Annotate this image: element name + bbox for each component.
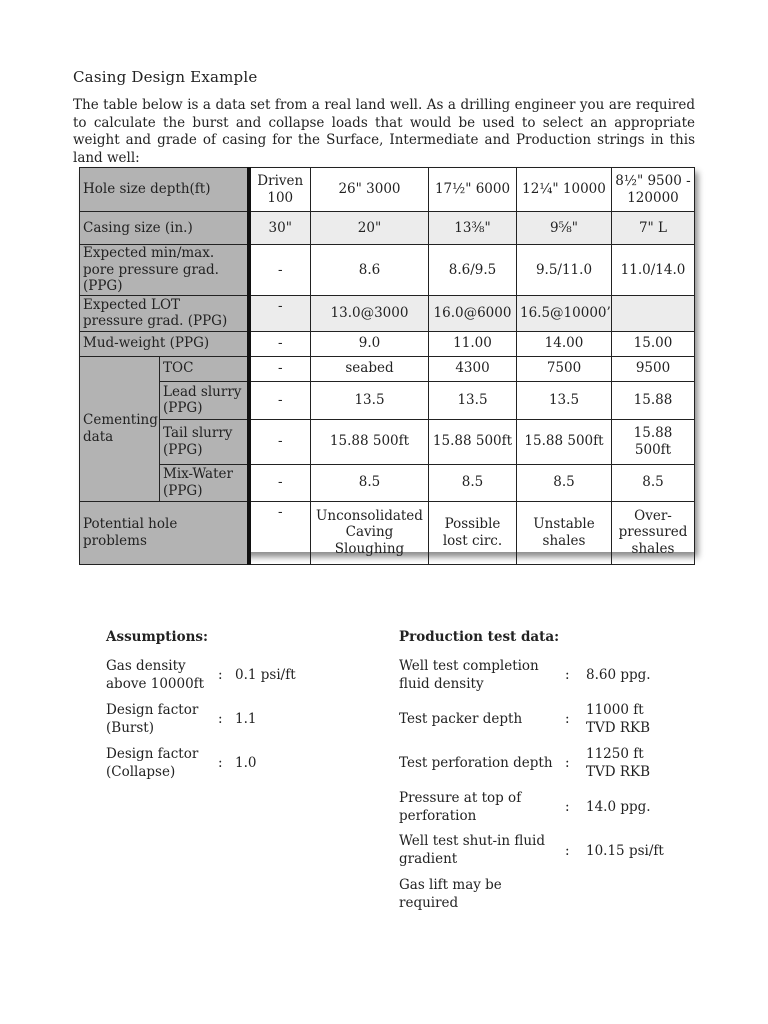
table-cell: 30" <box>249 212 311 245</box>
casing-data-table <box>79 167 694 557</box>
row-label: Mud-weight (PPG) <box>80 331 249 356</box>
table-row <box>80 245 695 296</box>
table-cell: 8.6 <box>311 245 429 296</box>
assumption-label: Gas density above 10000ft <box>106 658 205 692</box>
row-label: Casing size (in.) <box>80 212 249 245</box>
table-cell: 13.5 <box>517 381 612 419</box>
table-cell: 15.88 <box>612 381 695 419</box>
intro-paragraph: The table below is a data set from a real land well. As a drilling engineer you are required to calculate the burst and collapse loads that would be used to select an appropriate weight and grade of casing for the Surface, Intermediate and Production strings in this land well: <box>73 97 695 166</box>
table-cell: 15.00 <box>612 331 695 356</box>
separator: : <box>218 667 223 683</box>
separator: : <box>565 667 570 683</box>
table-cell: 8.5 <box>429 464 517 501</box>
table-cell: 16.5@10000’ <box>517 295 612 331</box>
table-cell: 26" 3000 <box>311 168 429 212</box>
production-label: Well test shut-in fluid gradient <box>399 833 546 867</box>
table-cell: 9.0 <box>311 331 429 356</box>
production-label: Test perforation depth <box>399 755 553 771</box>
separator: : <box>218 711 223 727</box>
table-cell: 15.88 500ft <box>517 419 612 464</box>
table-row <box>80 381 695 419</box>
table-cell: 8½" 9500 - 120000 <box>612 168 695 212</box>
table-cell: - <box>249 245 311 296</box>
table-cell <box>612 295 695 331</box>
table-cell: 13.0@3000 <box>311 295 429 331</box>
table-row <box>80 331 695 356</box>
production-label: Pressure at top of perforation <box>399 790 522 824</box>
table-cell: 11.0/14.0 <box>612 245 695 296</box>
row-label: Expected min/max. pore pressure grad. (PPG) <box>80 245 249 296</box>
table-cell: - <box>249 356 311 381</box>
table-cell: seabed <box>311 356 429 381</box>
separator: : <box>565 711 570 727</box>
separator: : <box>565 755 570 771</box>
table-cell: 4300 <box>429 356 517 381</box>
table-cell: 15.88 500ft <box>612 419 695 464</box>
table-cell: 15.88 500ft <box>429 419 517 464</box>
table-row <box>80 464 695 501</box>
production-value: 11000 ft TVD RKB <box>586 702 651 736</box>
table-cell: 9.5/11.0 <box>517 245 612 296</box>
table-cell: 11.00 <box>429 331 517 356</box>
separator: : <box>218 755 223 771</box>
assumption-value: 1.1 <box>235 711 257 727</box>
table-cell: 13.5 <box>311 381 429 419</box>
production-value: 8.60 ppg. <box>586 667 651 683</box>
table-cell: 14.00 <box>517 331 612 356</box>
separator: : <box>565 799 570 815</box>
table-row <box>80 501 695 564</box>
table-cell: 8.5 <box>311 464 429 501</box>
row-label: Expected LOT pressure grad. (PPG) <box>80 295 249 331</box>
assumption-label: Design factor (Collapse) <box>106 746 199 780</box>
table-cell: 16.0@6000 <box>429 295 517 331</box>
table-row <box>80 168 695 212</box>
row-label: TOC <box>160 356 249 381</box>
table-cell: Unconsolidated Caving Sloughing <box>311 501 429 564</box>
table-cell: - <box>249 295 311 331</box>
table-cell: 20" <box>311 212 429 245</box>
production-label: Test packer depth <box>399 711 523 727</box>
assumptions-heading: Assumptions: <box>106 629 208 645</box>
table-cell: 8.6/9.5 <box>429 245 517 296</box>
table-cell: - <box>249 464 311 501</box>
table-row <box>80 295 695 331</box>
production-value: 11250 ft TVD RKB <box>586 746 651 780</box>
assumption-value: 1.0 <box>235 755 257 771</box>
table-cell: Over-pressured shales <box>612 501 695 564</box>
table-cell: 8.5 <box>517 464 612 501</box>
production-value: 10.15 psi/ft <box>586 843 664 859</box>
assumption-value: 0.1 psi/ft <box>235 667 296 683</box>
table-cell: 17½" 6000 <box>429 168 517 212</box>
table-cell: 9⅝" <box>517 212 612 245</box>
table-cell: - <box>249 331 311 356</box>
table-row <box>80 419 695 464</box>
row-label: Potential hole problems <box>80 501 249 564</box>
table-cell: 8.5 <box>612 464 695 501</box>
row-label: Mix-Water (PPG) <box>160 464 249 501</box>
table-cell: Driven 100 <box>249 168 311 212</box>
table-cell: - <box>249 501 311 564</box>
production-value: 14.0 ppg. <box>586 799 651 815</box>
table-cell: 13.5 <box>429 381 517 419</box>
table-cell: - <box>249 381 311 419</box>
production-heading: Production test data: <box>399 629 560 645</box>
table-row <box>80 356 695 381</box>
table-cell: 15.88 500ft <box>311 419 429 464</box>
table-cell: 12¼" 10000 <box>517 168 612 212</box>
cementing-group-label: Cementing data <box>80 356 160 501</box>
production-label: Gas lift may be required <box>399 877 502 911</box>
row-label: Tail slurry (PPG) <box>160 419 249 464</box>
table-cell: 9500 <box>612 356 695 381</box>
table-cell: Unstable shales <box>517 501 612 564</box>
production-label: Well test completion fluid density <box>399 658 539 692</box>
table-cell: 7" L <box>612 212 695 245</box>
table-cell: 7500 <box>517 356 612 381</box>
assumption-label: Design factor (Burst) <box>106 702 199 736</box>
table-cell: - <box>249 419 311 464</box>
row-label: Lead slurry (PPG) <box>160 381 249 419</box>
table-cell: Possible lost circ. <box>429 501 517 564</box>
table-cell: 13⅜" <box>429 212 517 245</box>
row-label: Hole size depth(ft) <box>80 168 249 212</box>
table-row <box>80 212 695 245</box>
separator: : <box>565 843 570 859</box>
page-title: Casing Design Example <box>73 68 258 86</box>
